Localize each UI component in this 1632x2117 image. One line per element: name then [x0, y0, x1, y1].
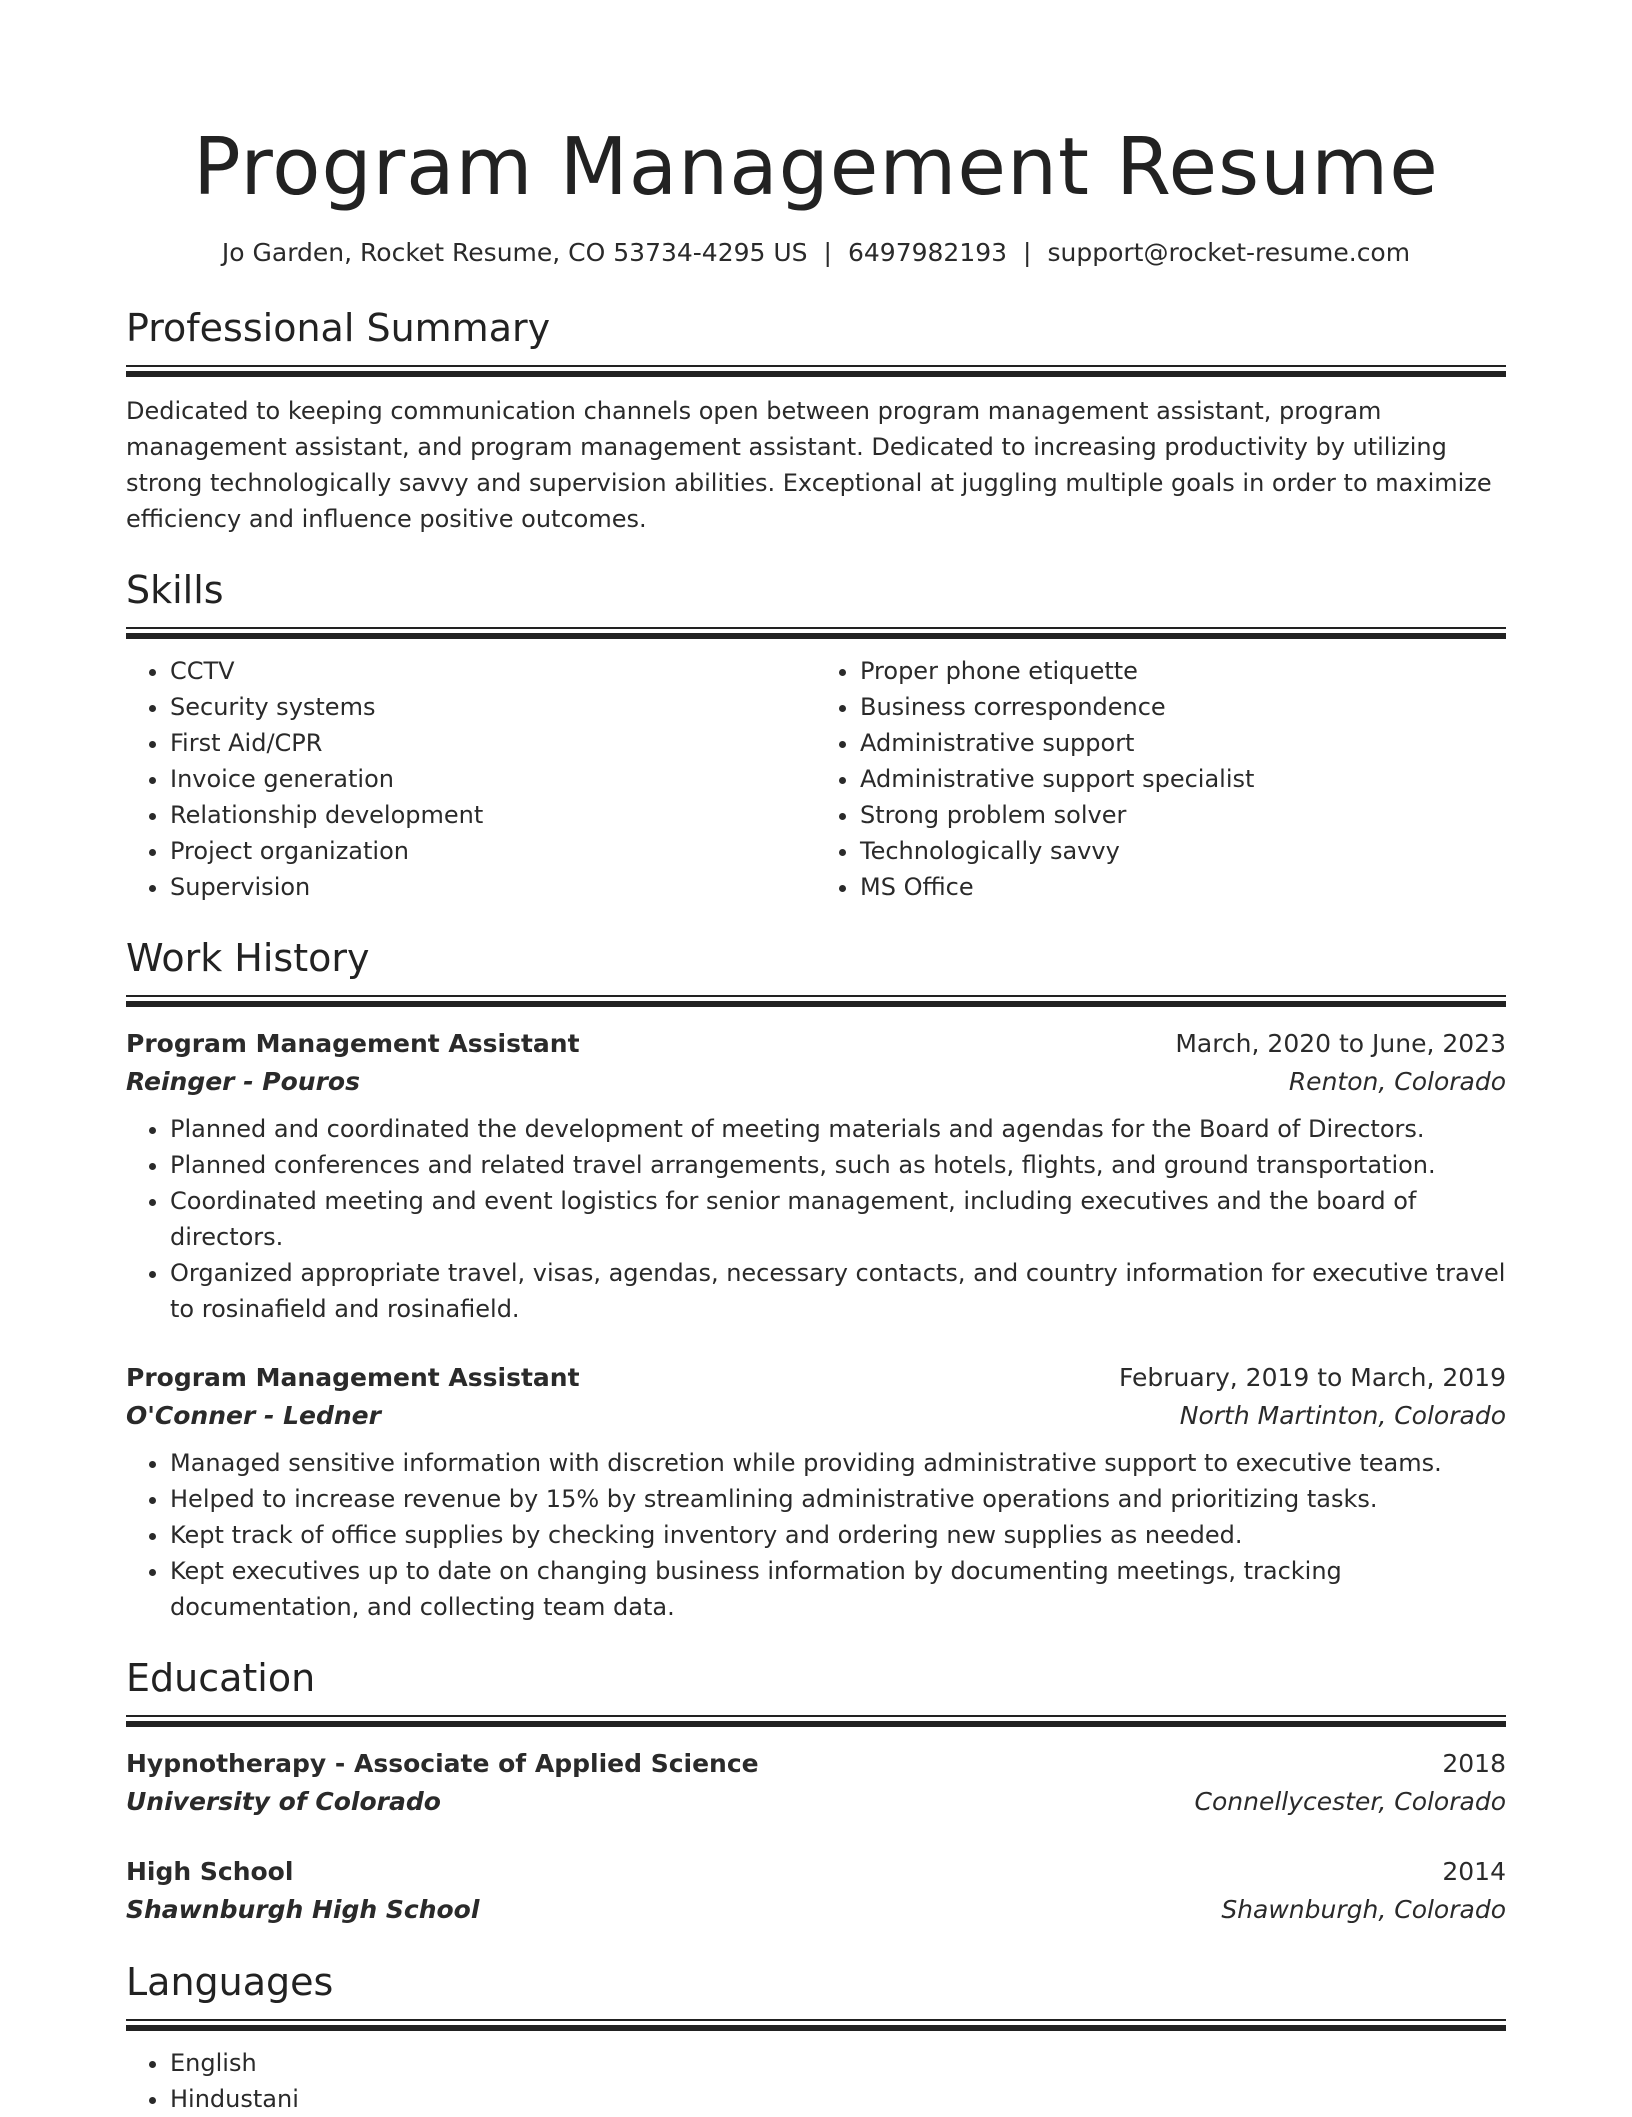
skill-item: • MS Office [860, 869, 1506, 905]
job-entry [126, 1359, 1506, 1625]
education-degree: Hypnotherapy - Associate of Applied Science [126, 1749, 759, 1778]
education-entry [126, 1745, 1506, 1821]
education-header [126, 1853, 1506, 1891]
job-dates: February, 2019 to March, 2019 [1118, 1363, 1506, 1392]
education-location: Shawnburgh, Colorado [1221, 1895, 1506, 1924]
job-bullet: • Kept track of office supplies by checking inventory and ordering new supplies as needed. [170, 1517, 1506, 1553]
skills-columns [126, 653, 1506, 905]
section-heading-languages: Languages [126, 1960, 334, 2004]
skill-item: • Strong problem solver [860, 797, 1506, 833]
contact-phone: 6497982193 [847, 238, 1008, 267]
page-title: Program Management Resume [193, 121, 1439, 213]
skill-item: • Security systems [170, 689, 816, 725]
education-degree: High School [126, 1857, 294, 1886]
contact-separator: | [1023, 238, 1032, 267]
contact-line [126, 236, 1506, 270]
skill-item: • Business correspondence [860, 689, 1506, 725]
job-bullet: • Organized appropriate travel, visas, agendas, necessary contacts, and country information for executive travel to rosinafield and rosinafield. [170, 1255, 1506, 1327]
section-divider [126, 1715, 1506, 1727]
job-bullet: • Kept executives up to date on changing business information by documenting meetings, tracking documentation, and collecting team data. [170, 1553, 1506, 1625]
summary-text: Dedicated to keeping communication channels open between program management assistant, program management assistant, and program management assistant. Dedicated to increasing productivity by utilizing strong technologically savvy and supervision abilities. Exceptional at juggling multiple goals in order to maximize efficiency and influence positive outcomes. [126, 397, 1492, 533]
section-heading-education: Education [126, 1656, 316, 1700]
section-divider [126, 627, 1506, 639]
education-subheader [126, 1891, 1506, 1929]
job-company: O'Conner - Ledner [126, 1401, 381, 1430]
contact-email: support@rocket-resume.com [1047, 238, 1411, 267]
job-subheader [126, 1397, 1506, 1435]
job-location: North Martinton, Colorado [1179, 1401, 1506, 1430]
education-location: Connellycester, Colorado [1194, 1787, 1506, 1816]
skill-item: • CCTV [170, 653, 816, 689]
skills-list-left [126, 653, 816, 905]
section-divider [126, 365, 1506, 377]
job-subheader [126, 1063, 1506, 1101]
job-bullets [126, 1111, 1506, 1327]
work-history-section [126, 933, 1506, 1625]
education-section [126, 1653, 1506, 1929]
job-bullet: • Coordinated meeting and event logistics for senior management, including executives and the board of directors. [170, 1183, 1506, 1255]
skill-item: • Supervision [170, 869, 816, 905]
skills-list-right [816, 653, 1506, 905]
education-subheader [126, 1783, 1506, 1821]
language-item: • Hindustani [170, 2081, 1506, 2117]
job-bullet: • Managed sensitive information with discretion while providing administrative support to executive teams. [170, 1445, 1506, 1481]
education-school: Shawnburgh High School [126, 1895, 480, 1924]
education-entry [126, 1853, 1506, 1929]
skills-section [126, 565, 1506, 905]
languages-section [126, 1957, 1506, 2117]
education-year: 2018 [1442, 1749, 1506, 1778]
skill-item: • Project organization [170, 833, 816, 869]
job-title: Program Management Assistant [126, 1029, 580, 1058]
job-title: Program Management Assistant [126, 1363, 580, 1392]
contact-separator: | [823, 238, 832, 267]
job-header [126, 1025, 1506, 1063]
job-entry [126, 1025, 1506, 1327]
skill-item: • Proper phone etiquette [860, 653, 1506, 689]
contact-address: Jo Garden, Rocket Resume, CO 53734-4295 US [221, 238, 808, 267]
skill-item: • Invoice generation [170, 761, 816, 797]
skill-item: • Administrative support specialist [860, 761, 1506, 797]
education-header [126, 1745, 1506, 1783]
education-year: 2014 [1442, 1857, 1506, 1886]
section-divider [126, 995, 1506, 1007]
skill-item: • Relationship development [170, 797, 816, 833]
section-heading-skills: Skills [126, 568, 224, 612]
language-item: • English [170, 2045, 1506, 2081]
section-heading-work-history: Work History [126, 936, 370, 980]
skill-item: • First Aid/CPR [170, 725, 816, 761]
job-bullet: • Planned conferences and related travel arrangements, such as hotels, flights, and ground transportation. [170, 1147, 1506, 1183]
job-bullets [126, 1445, 1506, 1625]
education-school: University of Colorado [126, 1787, 441, 1816]
job-company: Reinger - Pouros [126, 1067, 360, 1096]
job-header [126, 1359, 1506, 1397]
section-heading-summary: Professional Summary [126, 306, 551, 350]
job-dates: March, 2020 to June, 2023 [1175, 1029, 1506, 1058]
summary-section [126, 303, 1506, 537]
skill-item: • Administrative support [860, 725, 1506, 761]
job-location: Renton, Colorado [1288, 1067, 1506, 1096]
skill-item: • Technologically savvy [860, 833, 1506, 869]
job-bullet: • Planned and coordinated the development of meeting materials and agendas for the Board of Directors. [170, 1111, 1506, 1147]
languages-list [126, 2045, 1506, 2117]
job-bullet: • Helped to increase revenue by 15% by streamlining administrative operations and prioritizing tasks. [170, 1481, 1506, 1517]
section-divider [126, 2019, 1506, 2031]
